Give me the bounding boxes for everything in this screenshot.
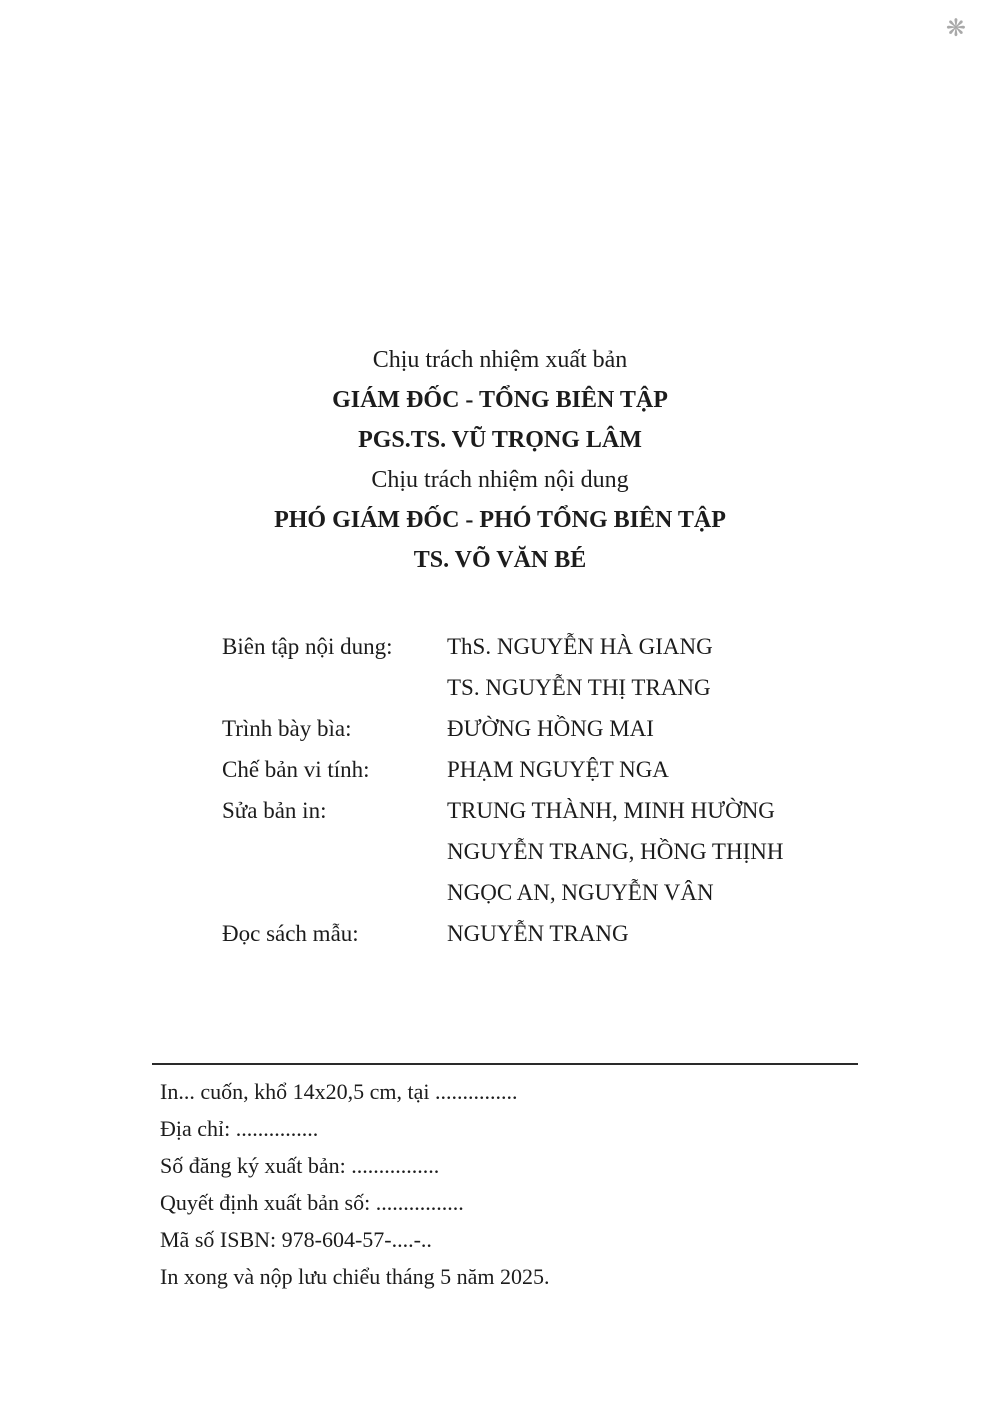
credit-label: Trình bày bìa: [222, 716, 352, 741]
credit-value: NGUYỄN TRANG, HỒNG THỊNH [447, 839, 784, 864]
credit-label: Biên tập nội dung: [222, 634, 393, 659]
responsibility-line: TS. VÕ VĂN BÉ [413, 547, 587, 573]
credit-value: NGỌC AN, NGUYỄN VÂN [447, 880, 714, 905]
flower-icon: ❋ [945, 14, 966, 42]
print-line: Mã số ISBN: 978-604-57-....-.. [160, 1227, 432, 1252]
responsibility-line: Chịu trách nhiệm nội dung [371, 467, 629, 493]
credit-row [222, 626, 922, 708]
credit-values [447, 913, 629, 954]
credit-row [222, 790, 922, 913]
print-line: Số đăng ký xuất bản: ................ [160, 1153, 440, 1178]
print-line: In... cuốn, khổ 14x20,5 cm, tại ............... [160, 1079, 518, 1104]
credit-values [447, 626, 713, 708]
credit-row [222, 749, 922, 790]
credit-value: TRUNG THÀNH, MINH HƯỜNG [447, 798, 775, 823]
credit-values [447, 708, 654, 749]
print-line: In xong và nộp lưu chiểu tháng 5 năm 2025. [160, 1264, 550, 1289]
credits-block [222, 626, 922, 954]
print-line: Quyết định xuất bản số: ................ [160, 1190, 464, 1215]
credit-value: PHẠM NGUYỆT NGA [447, 757, 669, 782]
responsibility-line: Chịu trách nhiệm xuất bản [372, 347, 628, 373]
credit-values [447, 790, 783, 913]
credit-row [222, 708, 922, 749]
credit-label: Chế bản vi tính: [222, 757, 370, 782]
credit-value: TS. NGUYỄN THỊ TRANG [447, 675, 711, 700]
responsibility-line: GIÁM ĐỐC - TỔNG BIÊN TẬP [332, 387, 668, 413]
credit-row [222, 913, 922, 954]
responsibility-line: PGS.TS. VŨ TRỌNG LÂM [358, 427, 642, 453]
credit-label: Đọc sách mẫu: [222, 921, 359, 946]
responsibility-line: PHÓ GIÁM ĐỐC - PHÓ TỔNG BIÊN TẬP [274, 507, 726, 533]
credit-value: NGUYỄN TRANG [447, 921, 629, 946]
print-line: Địa chỉ: ............... [160, 1116, 319, 1141]
credit-label: Sửa bản in: [222, 798, 327, 823]
credit-values [447, 749, 669, 790]
responsibility-block [0, 340, 1000, 580]
printing-info-block [152, 1063, 858, 1295]
credit-value: ĐƯỜNG HỒNG MAI [447, 716, 654, 741]
credit-value: ThS. NGUYỄN HÀ GIANG [447, 634, 713, 659]
